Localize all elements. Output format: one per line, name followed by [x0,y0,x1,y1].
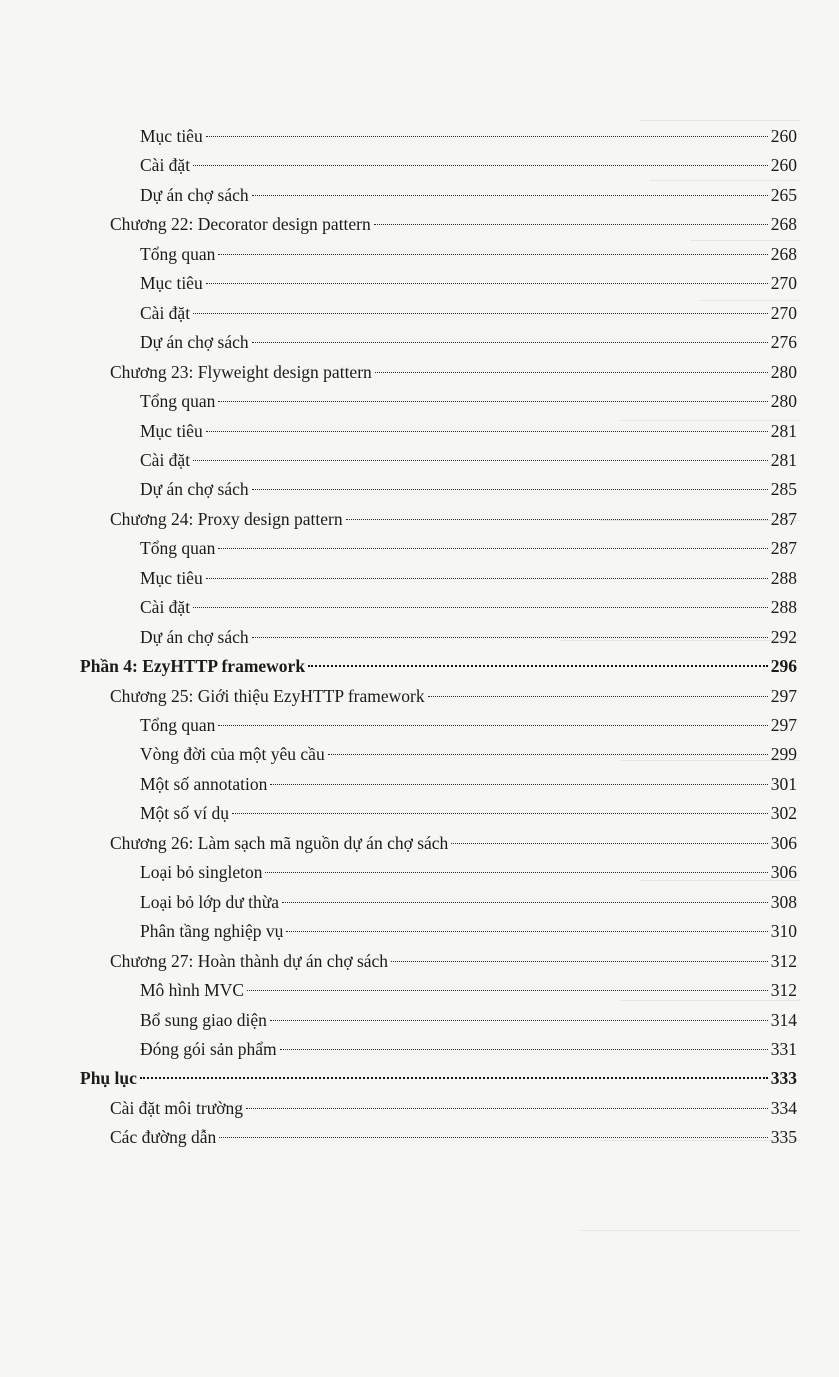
toc-entry-title: Phần 4: EzyHTTP framework [80,656,306,677]
toc-entry-title: Bổ sung giao diện [140,1009,267,1030]
toc-entry-title: Cài đặt [140,155,191,176]
toc-section-entry [140,592,797,622]
toc-entry-title: Chương 27: Hoàn thành dự án chợ sách [110,950,389,971]
dot-leader [252,195,768,196]
toc-entry-page-number: 288 [770,567,797,588]
toc-entry-page-number: 281 [770,420,797,441]
toc-entry-page-number: 280 [770,391,797,412]
dot-leader [247,990,768,991]
toc-entry-title: Tổng quan [140,715,216,735]
toc-entry-title: Vòng đời của một yêu cầu [140,744,325,765]
toc-entry-title: Mục tiêu [140,273,203,294]
dot-leader [246,1108,768,1109]
toc-entry-page-number: 334 [770,1097,797,1118]
toc-section-entry [140,298,797,328]
toc-entry-page-number: 292 [770,626,797,647]
dot-leader [206,578,768,579]
toc-entry-page-number: 260 [770,126,797,146]
toc-entry-page-number: 288 [770,597,797,618]
toc-entry-page-number: 297 [770,685,797,706]
toc-entry-title: Dự án chợ sách [140,184,249,205]
toc-section-entry [140,268,797,298]
toc-section-entry [140,857,797,887]
toc-entry-page-number: 331 [770,1038,797,1059]
toc-section-entry [140,533,797,563]
dot-leader [270,1020,768,1021]
toc-entry-page-number: 265 [770,184,797,205]
toc-entry-title: Phụ lục [80,1068,137,1089]
toc-part-entry [80,651,797,681]
dot-leader [428,696,768,697]
toc-entry-page-number: 308 [770,891,797,912]
toc-entry-page-number: 312 [770,980,797,1001]
dot-leader [193,165,768,166]
dot-leader [193,607,768,608]
dot-leader [252,637,768,638]
dot-leader [218,725,767,726]
dot-leader [374,224,768,225]
toc-section-entry [140,710,797,740]
dot-leader [206,136,768,137]
dot-leader [375,372,768,373]
toc-section-entry [140,622,797,652]
toc-entry-title: Mục tiêu [140,420,203,441]
toc-entry-title: Dự án chợ sách [140,332,249,353]
toc-entry-title: Tổng quan [140,243,216,264]
toc-entry-page-number: 302 [770,803,797,824]
toc-chapter-entry [110,209,797,239]
toc-section-entry [140,1034,797,1064]
toc-entry-page-number: 260 [770,155,797,176]
toc-entry-page-number: 268 [770,243,797,264]
toc-entry-page-number: 280 [770,361,797,382]
dot-leader [451,843,767,844]
toc-entry-title: Chương 22: Decorator design pattern [110,214,371,235]
dot-leader [270,784,767,785]
toc-section-entry [140,474,797,504]
toc-entry-page-number: 306 [770,862,797,883]
dot-leader [193,313,768,314]
toc-section-entry [140,416,797,446]
toc-entry-page-number: 296 [770,656,797,677]
toc-section-entry [140,445,797,475]
toc-entry-title: Chương 23: Flyweight design pattern [110,361,372,382]
toc-section-entry [140,769,797,799]
toc-entry-page-number: 268 [770,214,797,235]
toc-section-entry [140,1005,797,1035]
dot-leader [391,961,768,962]
toc-entry-page-number: 287 [770,508,797,529]
toc-section-entry [140,739,797,769]
toc-entry-title: Chương 24: Proxy design pattern [110,508,343,529]
toc-entry-page-number: 285 [770,479,797,500]
dot-leader [252,342,768,343]
toc-entry-title: Phân tầng nghiệp vụ [140,921,284,942]
toc-entry-title: Cài đặt [140,597,191,618]
toc-entry-title: Đóng gói sản phẩm [140,1038,277,1059]
toc-entry-page-number: 281 [770,449,797,470]
toc-entry-title: Mục tiêu [140,126,203,146]
toc-entry-title: Loại bỏ singleton [140,862,263,883]
toc-chapter-entry [110,357,797,387]
dot-leader [140,1077,768,1079]
toc-entry-page-number: 333 [770,1068,797,1089]
toc-section-entry [140,975,797,1005]
toc-section-entry [140,239,797,269]
toc-entry-title: Mục tiêu [140,567,203,588]
toc-section-entry [140,150,797,180]
toc-entry-page-number: 287 [770,538,797,559]
toc-section-entry [140,180,797,210]
dot-leader [252,489,768,490]
toc-part-entry [80,1063,797,1093]
dot-leader [206,431,768,432]
toc-entry-page-number: 312 [770,950,797,971]
dot-leader [280,1049,768,1050]
dot-leader [218,548,767,549]
toc-entry-title: Dự án chợ sách [140,479,249,500]
toc-section-entry [140,327,797,357]
toc-chapter-entry [110,828,797,858]
dot-leader [232,813,768,814]
toc-entry-title: Cài đặt [140,302,191,323]
dot-leader [328,754,768,755]
toc-section-entry [140,916,797,946]
toc-entry-title: Cài đặt [140,449,191,470]
dot-leader [218,254,767,255]
toc-section-entry [140,386,797,416]
toc-chapter-entry [110,681,797,711]
toc-entry-title: Các đường dẫn [110,1127,217,1148]
dot-leader [346,519,768,520]
toc-entry-page-number: 314 [770,1009,797,1030]
dot-leader [265,872,767,873]
toc-entry-title: Mô hình MVC [140,980,245,1001]
dot-leader [193,460,768,461]
toc-entry-title: Một số ví dụ [140,803,229,824]
toc-entry-title: Chương 25: Giới thiệu EzyHTTP framework [110,685,425,706]
dot-leader [218,401,767,402]
toc-entry-page-number: 297 [770,715,797,735]
toc-entry-title: Tổng quan [140,391,216,412]
toc-entry-title: Dự án chợ sách [140,626,249,647]
toc-entry-title: Loại bỏ lớp dư thừa [140,891,280,912]
toc-chapter-entry [110,1122,797,1152]
toc-entry-page-number: 301 [770,773,797,794]
toc-section-entry [140,563,797,593]
toc-section-entry [140,887,797,917]
toc-chapter-entry [110,1093,797,1123]
toc-section-entry [140,121,797,151]
dot-leader [308,665,768,667]
toc-entry-title: Một số annotation [140,773,268,794]
dot-leader [219,1137,768,1138]
toc-entry-page-number: 299 [770,744,797,765]
toc-entry-page-number: 270 [770,302,797,323]
dot-leader [282,902,768,903]
toc-entry-page-number: 270 [770,273,797,294]
toc-entry-page-number: 306 [770,832,797,853]
dot-leader [206,283,768,284]
toc-entry-page-number: 276 [770,332,797,353]
toc-entry-title: Chương 26: Làm sạch mã nguồn dự án chợ sách [110,832,449,853]
toc-chapter-entry [110,504,797,534]
dot-leader [286,931,767,932]
toc-entry-title: Cài đặt môi trường [110,1097,243,1118]
toc-entry-page-number: 335 [770,1127,797,1148]
toc-entry-title: Tổng quan [140,538,216,559]
toc-section-entry [140,798,797,828]
toc-entry-page-number: 310 [770,921,797,942]
toc-chapter-entry [110,946,797,976]
